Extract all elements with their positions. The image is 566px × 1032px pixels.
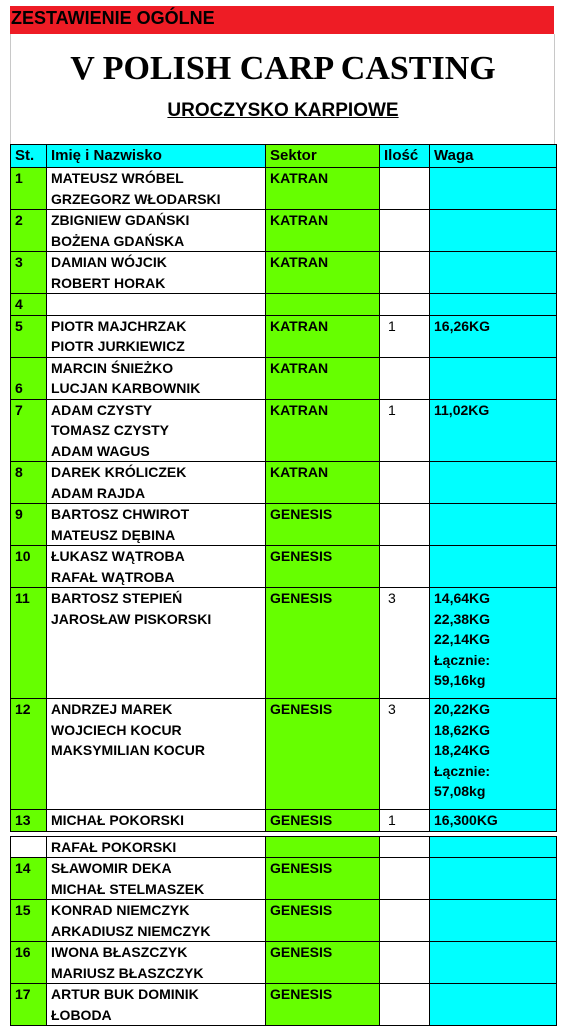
- cell-line: ŁUKASZ WĄTROBA: [51, 548, 185, 564]
- cell-ilosc: [380, 504, 430, 546]
- table-row: [11, 836, 557, 858]
- cell-line: IWONA BŁASZCZYK: [51, 944, 188, 960]
- cell-st: 4: [11, 294, 47, 316]
- cell-waga: [430, 210, 557, 252]
- cell-st: [11, 836, 47, 858]
- cell-line: MATEUSZ WRÓBEL: [51, 170, 184, 186]
- cell-line: KONRAD NIEMCZYK: [51, 902, 190, 918]
- cell-st: 3: [11, 252, 47, 294]
- cell-ilosc: [380, 984, 430, 1026]
- cell-names: [47, 357, 266, 399]
- cell-names: [47, 836, 266, 858]
- cell-line: Łącznie:: [434, 651, 491, 668]
- cell-line: GRZEGORZ WŁODARSKI: [51, 190, 221, 207]
- cell-waga: [430, 357, 557, 399]
- cell-line: 59,16kg: [434, 672, 486, 688]
- cell-sektor: GENESIS: [266, 588, 380, 699]
- cell-line: MICHAŁ STELMASZEK: [51, 880, 205, 897]
- table-row: [11, 210, 557, 252]
- cell-sektor: GENESIS: [266, 858, 380, 900]
- header-sektor: Sektor: [266, 145, 380, 168]
- cell-st: 7: [11, 399, 47, 462]
- table-row: [11, 546, 557, 588]
- cell-names: [47, 462, 266, 504]
- cell-sektor: GENESIS: [266, 546, 380, 588]
- cell-names: [47, 858, 266, 900]
- cell-ilosc: [380, 252, 430, 294]
- table-row: [11, 357, 557, 399]
- cell-line: 18,62KG: [434, 721, 491, 738]
- cell-sektor: KATRAN: [266, 168, 380, 210]
- banner-text: ZESTAWIENIE OGÓLNE: [11, 8, 215, 28]
- cell-names: [47, 294, 266, 316]
- cell-names: [47, 168, 266, 210]
- cell-line: ARKADIUSZ NIEMCZYK: [51, 922, 211, 939]
- cell-waga: [430, 588, 557, 699]
- cell-line: 57,08kg: [434, 783, 486, 799]
- cell-ilosc: [380, 294, 430, 316]
- cell-waga: [430, 294, 557, 316]
- table-row: [11, 588, 557, 699]
- cell-line: BARTOSZ STEPIEŃ: [51, 590, 183, 606]
- cell-ilosc: 1: [380, 810, 430, 832]
- cell-line: ARTUR BUK DOMINIK: [51, 986, 199, 1002]
- cell-line: 16,26KG: [434, 317, 491, 334]
- cell-ilosc: [380, 546, 430, 588]
- cell-st: 10: [11, 546, 47, 588]
- table-row: [11, 858, 557, 900]
- cell-line: 22,38KG: [434, 610, 491, 627]
- cell-sektor: KATRAN: [266, 315, 380, 357]
- cell-waga: [430, 252, 557, 294]
- cell-st: 8: [11, 462, 47, 504]
- cell-line: 20,22KG: [434, 701, 491, 717]
- cell-waga: [430, 858, 557, 900]
- cell-st: 17: [11, 984, 47, 1026]
- cell-sektor: KATRAN: [266, 462, 380, 504]
- cell-st: 15: [11, 900, 47, 942]
- cell-line: 18,24KG: [434, 742, 491, 758]
- cell-line: PIOTR MAJCHRZAK: [51, 317, 187, 334]
- cell-st: 12: [11, 699, 47, 810]
- cell-line: SŁAWOMIR DEKA: [51, 860, 172, 876]
- cell-st: 5: [11, 315, 47, 357]
- cell-line: 11,02KG: [434, 401, 490, 418]
- cell-line: BOŻENA GDAŃSKA: [51, 232, 185, 249]
- cell-names: [47, 942, 266, 984]
- cell-ilosc: [380, 900, 430, 942]
- cell-line: ANDRZEJ MAREK: [51, 701, 173, 717]
- header-st: St.: [11, 145, 47, 168]
- cell-line: RAFAŁ WĄTROBA: [51, 568, 175, 585]
- table-row: [11, 399, 557, 462]
- cell-line: PIOTR JURKIEWICZ: [51, 338, 185, 354]
- cell-line: ADAM WAGUS: [51, 442, 150, 459]
- cell-sektor: GENESIS: [266, 942, 380, 984]
- cell-waga: [430, 546, 557, 588]
- cell-line: JAROSŁAW PISKORSKI: [51, 610, 212, 627]
- cell-line: RAFAŁ POKORSKI: [51, 838, 177, 855]
- cell-ilosc: [380, 210, 430, 252]
- cell-st: 11: [11, 588, 47, 699]
- table-row: [11, 168, 557, 210]
- table-row: [11, 699, 557, 810]
- cell-sektor: GENESIS: [266, 984, 380, 1026]
- cell-waga: [430, 942, 557, 984]
- cell-names: [47, 252, 266, 294]
- cell-st: 2: [11, 210, 47, 252]
- cell-sektor: KATRAN: [266, 357, 380, 399]
- cell-line: MATEUSZ DĘBINA: [51, 526, 176, 543]
- cell-line: ŁOBODA: [51, 1006, 112, 1023]
- cell-ilosc: [380, 462, 430, 504]
- cell-line: LUCJAN KARBOWNIK: [51, 380, 201, 396]
- table-row: [11, 984, 557, 1026]
- cell-names: [47, 504, 266, 546]
- cell-ilosc: 1: [380, 315, 430, 357]
- cell-names: [47, 810, 266, 832]
- cell-sektor: GENESIS: [266, 699, 380, 810]
- cell-waga: [430, 399, 557, 462]
- table-row: [11, 504, 557, 546]
- cell-waga: [430, 462, 557, 504]
- cell-sektor: GENESIS: [266, 900, 380, 942]
- cell-names: [47, 588, 266, 699]
- page-title: V POLISH CARP CASTING: [70, 50, 496, 87]
- header-name: Imię i Nazwisko: [47, 145, 266, 168]
- cell-st: 14: [11, 858, 47, 900]
- cell-line: ROBERT HORAK: [51, 274, 166, 291]
- cell-sektor: GENESIS: [266, 810, 380, 832]
- cell-waga: [430, 900, 557, 942]
- cell-sektor: KATRAN: [266, 252, 380, 294]
- cell-names: [47, 546, 266, 588]
- cell-waga: [430, 504, 557, 546]
- cell-sektor: [266, 294, 380, 316]
- table-row: [11, 252, 557, 294]
- cell-st: 6: [11, 357, 47, 399]
- cell-ilosc: [380, 357, 430, 399]
- cell-line: DAREK KRÓLICZEK: [51, 464, 187, 480]
- table-row: [11, 942, 557, 984]
- cell-waga: [430, 168, 557, 210]
- cell-line: 22,14KG: [434, 631, 491, 647]
- cell-waga: [430, 984, 557, 1026]
- cell-ilosc: 3: [380, 588, 430, 699]
- report-banner: [10, 6, 554, 34]
- cell-waga: [430, 836, 557, 858]
- cell-line: BARTOSZ CHWIROT: [51, 506, 190, 522]
- cell-waga: [430, 699, 557, 810]
- table-body: [11, 168, 557, 1026]
- cell-line: 14,64KG: [434, 590, 491, 606]
- cell-ilosc: [380, 168, 430, 210]
- page-subtitle: [0, 100, 566, 122]
- cell-sektor: GENESIS: [266, 504, 380, 546]
- cell-ilosc: 3: [380, 699, 430, 810]
- cell-waga: [430, 810, 557, 832]
- cell-line: TOMASZ CZYSTY: [51, 422, 169, 438]
- cell-line: ZBIGNIEW GDAŃSKI: [51, 212, 190, 228]
- cell-st: 1: [11, 168, 47, 210]
- cell-names: [47, 984, 266, 1026]
- table-row: [11, 462, 557, 504]
- cell-line: ADAM CZYSTY: [51, 401, 153, 418]
- cell-line: WOJCIECH KOCUR: [51, 721, 182, 738]
- cell-line: MARCIN ŚNIEŻKO: [51, 359, 174, 376]
- subtitle-text: UROCZYSKO KARPIOWE: [167, 100, 399, 121]
- cell-ilosc: [380, 836, 430, 858]
- cell-sektor: [266, 836, 380, 858]
- cell-ilosc: [380, 942, 430, 984]
- header-ilosc: Ilość: [380, 145, 430, 168]
- cell-ilosc: [380, 858, 430, 900]
- cell-st: 9: [11, 504, 47, 546]
- cell-line: ADAM RAJDA: [51, 484, 146, 501]
- results-table: [10, 144, 557, 1026]
- cell-line: MICHAŁ POKORSKI: [51, 812, 184, 828]
- cell-line: MARIUSZ BŁASZCZYK: [51, 964, 204, 981]
- cell-line: MAKSYMILIAN KOCUR: [51, 742, 205, 758]
- cell-names: [47, 315, 266, 357]
- cell-sektor: KATRAN: [266, 210, 380, 252]
- table-row: [11, 294, 557, 316]
- header-waga: Waga: [430, 145, 557, 168]
- cell-names: [47, 699, 266, 810]
- cell-names: [47, 900, 266, 942]
- table-row: [11, 810, 557, 832]
- table-row: [11, 900, 557, 942]
- cell-line: 16,300KG: [434, 812, 498, 828]
- cell-line: DAMIAN WÓJCIK: [51, 254, 167, 270]
- cell-sektor: KATRAN: [266, 399, 380, 462]
- cell-waga: [430, 315, 557, 357]
- cell-names: [47, 210, 266, 252]
- cell-st: 13: [11, 810, 47, 832]
- table-row: [11, 315, 557, 357]
- cell-names: [47, 399, 266, 462]
- cell-line: Łącznie:: [434, 762, 491, 779]
- cell-st: 16: [11, 942, 47, 984]
- cell-ilosc: 1: [380, 399, 430, 462]
- table-header-row: [11, 145, 557, 168]
